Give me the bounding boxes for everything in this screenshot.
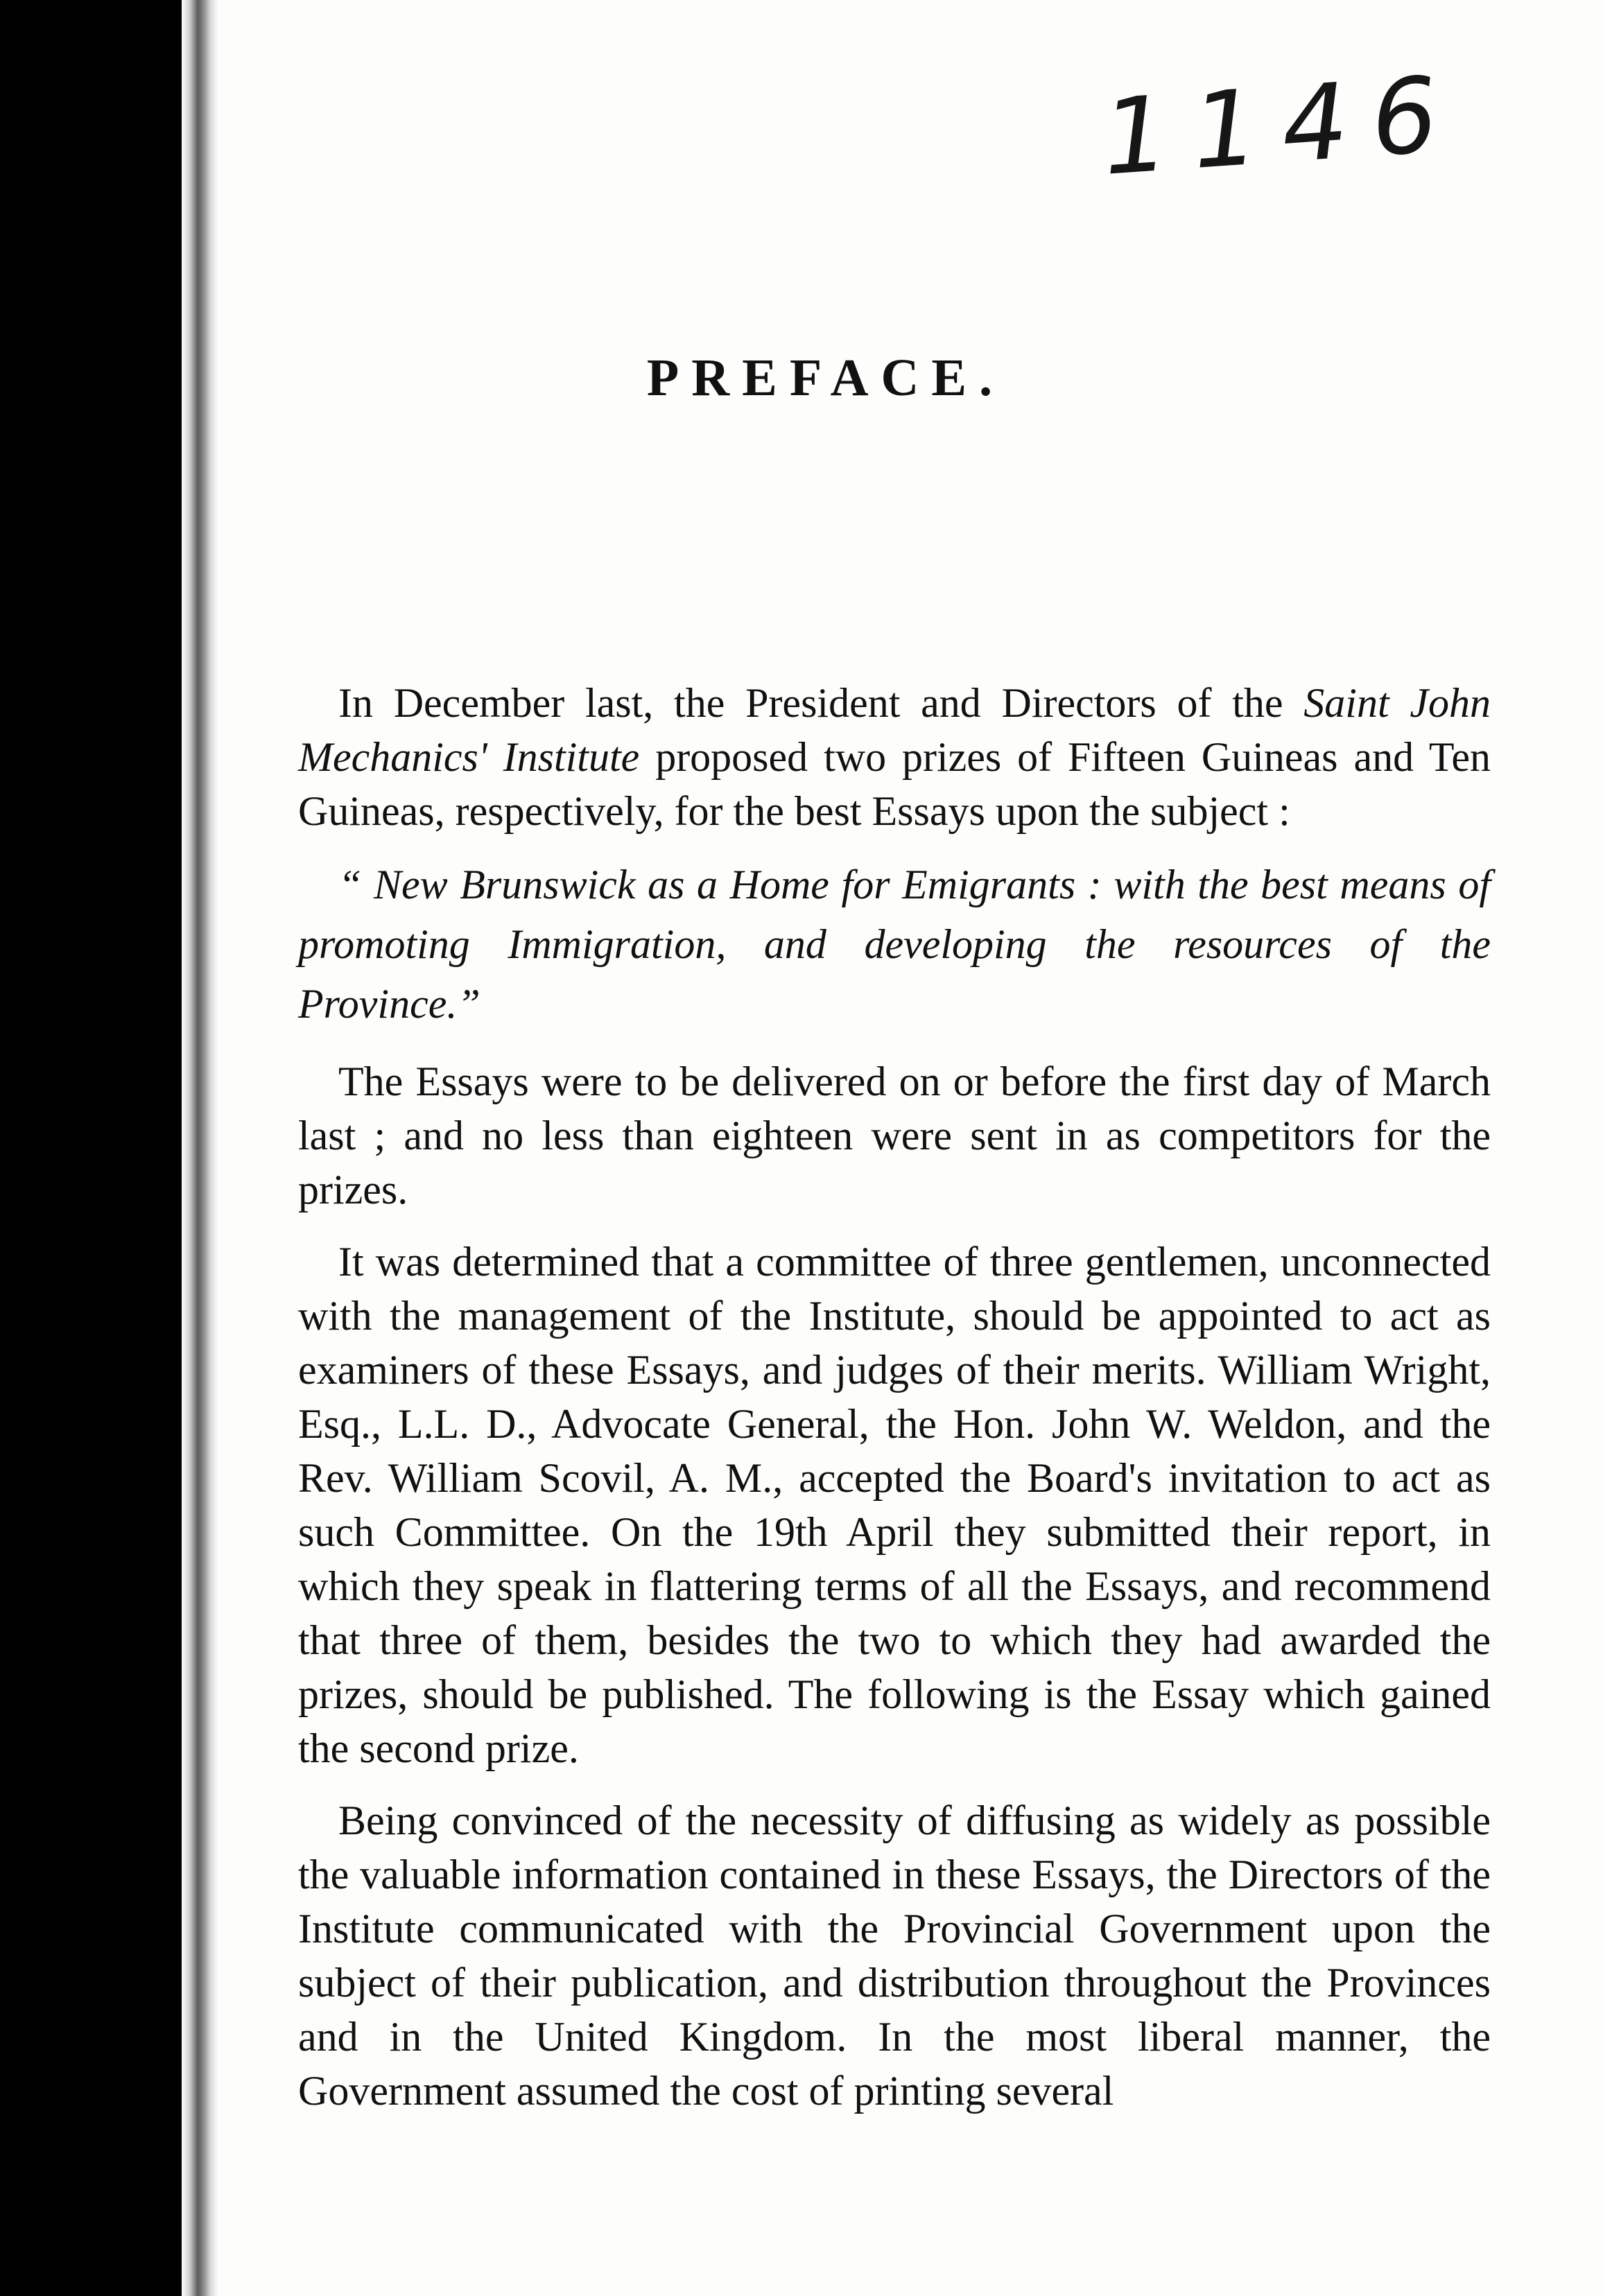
essay-subject-quote: “ New Brunswick as a Home for Emigrants : with the best means of promoting Immigration, and developing the resources of the Province.” xyxy=(298,862,1491,1027)
paragraph-1-start: In December last, the President and Directors of the xyxy=(338,680,1304,726)
paragraph-1-end: proposed two prizes of Fifteen Guineas and Ten Guineas, respectively, for the best Essays upon the subject : xyxy=(298,734,1491,834)
paragraph-2: The Essays were to be delivered on or before the first day of March last ; and no less than eighteen were sent in as competitors for the prizes. xyxy=(298,1059,1491,1212)
body-text xyxy=(298,676,1491,2118)
handwritten-catalog-number: 1146 xyxy=(1098,53,1466,199)
paragraph-4: Being convinced of the necessity of diffusing as widely as possible the valuable information contained in these Essays, the Directors of the Institute communicated with the Provincial Government upon the subject of their publication, and distribution throughout the Provinces and in the United Kingdom. In the most liberal manner, the Government assumed the cost of printing several xyxy=(298,1798,1491,2114)
institute-name: Saint John Mechanics' Institute xyxy=(298,680,1491,780)
paragraph-3: It was determined that a committee of three gentlemen, unconnected with the management of the Institute, should be appointed to act as examiners of these Essays, and judges of their merits. William Wright, Esq., L.L. D., Advocate General, the Hon. John W. Weldon, and the Rev. William Scovil, A. M., accepted the Board's invitation to act as such Committee. On the 19th April they submitted their report, in which they speak in flattering terms of all the Essays, and recommend that three of them, besides the two to which they had awarded the prizes, should be published. The following is the Essay which gained the second prize. xyxy=(298,1239,1491,1771)
page-title: PREFACE. xyxy=(646,349,1005,407)
paragraph-1 xyxy=(298,676,1491,838)
page-edge-shadow xyxy=(182,0,218,2296)
binding-gutter xyxy=(0,0,182,2296)
